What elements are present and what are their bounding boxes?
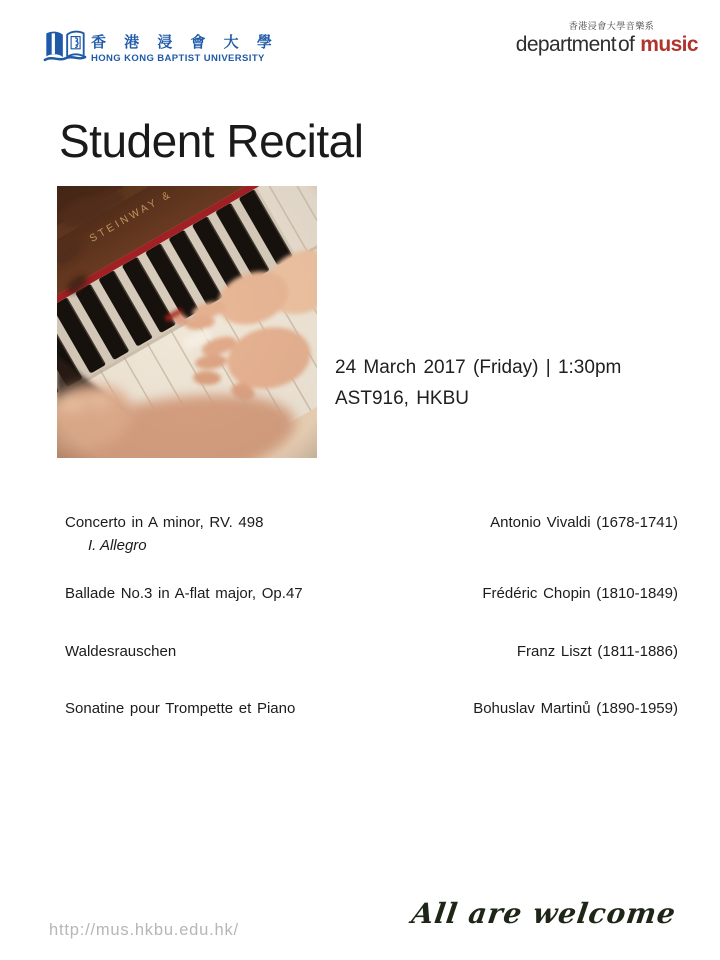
composer-name: Franz Liszt (1811-1886) [516, 643, 678, 660]
hkbu-logo-icon [42, 22, 88, 72]
event-info [335, 352, 621, 414]
program-row [65, 585, 678, 602]
composer-name: Antonio Vivaldi (1678-1741) [490, 514, 678, 531]
page-title: Student Recital [59, 115, 364, 167]
music-word: music [640, 33, 698, 56]
program-row [65, 643, 678, 660]
composer-name: Bohuslav Martinů (1890-1959) [473, 700, 678, 717]
university-name-english: HONG KONG BAPTIST UNIVERSITY [91, 53, 265, 64]
department-word: department [515, 33, 616, 56]
department-name-chinese: 香港浸會大學音樂系 [568, 21, 655, 31]
department-block [515, 19, 698, 57]
event-datetime: 24 March 2017 (Friday) | 1:30pm [335, 357, 622, 378]
university-name-chinese: 香 港 浸 會 大 學 [91, 34, 279, 51]
piece-title: Waldesrauschen [65, 643, 177, 660]
department-name-english [515, 33, 698, 57]
piece-title: Concerto in A minor, RV. 498 [65, 514, 264, 531]
of-word: of [617, 33, 635, 56]
program-row [65, 514, 678, 531]
program-row [65, 700, 678, 717]
music-department-url[interactable]: http://mus.hkbu.edu.hk/ [49, 921, 239, 939]
piano-hands-photo [57, 186, 317, 458]
piece-title: Sonatine pour Trompette et Piano [65, 700, 296, 717]
all-are-welcome-text: All are welcome [409, 897, 679, 930]
piece-title: Ballade No.3 in A-flat major, Op.47 [65, 585, 303, 602]
event-venue: AST916, HKBU [335, 388, 469, 409]
composer-name: Frédéric Chopin (1810-1849) [482, 585, 678, 602]
movement-label: I. Allegro [88, 537, 147, 554]
